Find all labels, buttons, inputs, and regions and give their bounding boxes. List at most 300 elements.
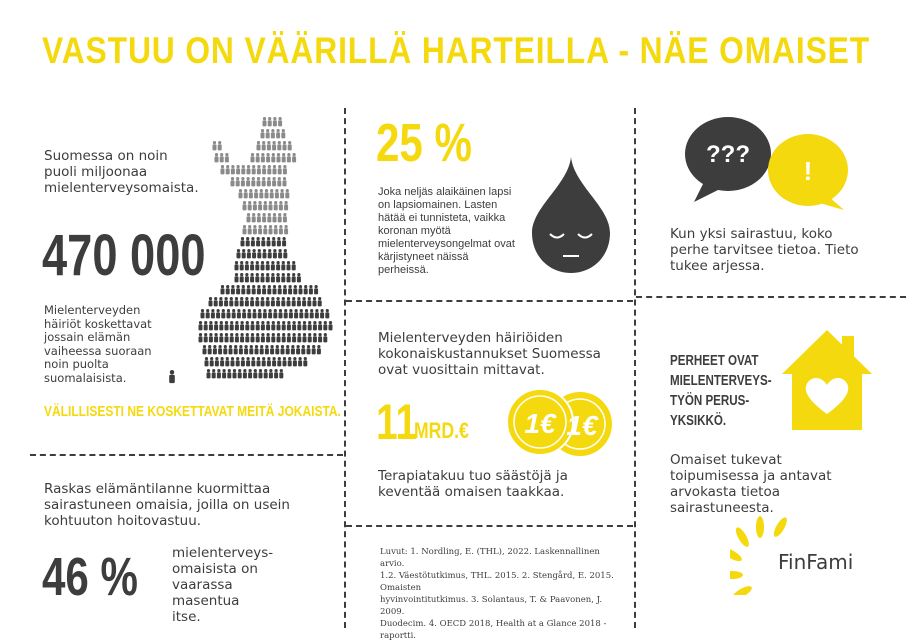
person-icon — [264, 369, 268, 378]
block5-desc: Omaiset tukevat toipumisessa ja antavat arvokasta tietoa sairastuneesta. — [670, 452, 832, 516]
person-icon — [278, 249, 282, 258]
person-icon — [269, 201, 273, 210]
person-icon — [227, 369, 231, 378]
person-icon — [292, 333, 296, 342]
person-icon — [215, 357, 219, 366]
person-icon — [247, 309, 251, 318]
person-icon — [298, 357, 302, 366]
person-icon — [297, 333, 301, 342]
person-icon — [240, 297, 244, 306]
person-icon — [257, 285, 261, 294]
person-icon — [279, 369, 283, 378]
person-icon — [240, 273, 244, 282]
person-icon — [276, 297, 280, 306]
person-icon — [231, 177, 235, 186]
person-icon — [287, 321, 291, 330]
person-icon — [277, 357, 281, 366]
person-icon — [308, 321, 312, 330]
person-icon — [251, 357, 255, 366]
person-icon — [255, 297, 259, 306]
person-icon — [246, 177, 250, 186]
person-icon — [214, 333, 218, 342]
block5-heading: PERHEET OVAT MIELENTERVEYS-TYÖN PERUS-YKSIKKÖ. — [670, 353, 772, 429]
person-icon — [244, 189, 248, 198]
person-icon — [203, 345, 207, 354]
reference-line: Luvut: 1. Nordling, E. (THL), 2022. Laskennallinen arvio. — [380, 547, 600, 569]
person-icon — [266, 333, 270, 342]
person-icon — [266, 153, 270, 162]
person-icon — [257, 357, 261, 366]
block4-desc: Terapiatakuu tuo säästöjä ja keventää omaisen taakkaa. — [378, 468, 568, 500]
person-icon — [277, 333, 281, 342]
person-icon — [213, 141, 217, 150]
person-icon — [242, 309, 246, 318]
person-icon — [241, 285, 245, 294]
divider — [344, 108, 346, 628]
person-icon — [219, 297, 223, 306]
person-icon — [250, 273, 254, 282]
person-icon — [261, 333, 265, 342]
reference-line: 1.2. Väestötutkimus, THL. 2015. 2. Stengård, E. 2015. Omaisten — [380, 571, 614, 593]
person-icon — [266, 321, 270, 330]
person-icon — [241, 237, 245, 246]
block6-stat: 46 % — [42, 547, 139, 607]
person-icon — [267, 213, 271, 222]
person-icon — [276, 129, 280, 138]
person-icon — [270, 189, 274, 198]
person-icon — [237, 249, 241, 258]
person-icon — [236, 165, 240, 174]
person-icon — [266, 297, 270, 306]
person-icon — [283, 357, 287, 366]
person-icon — [230, 321, 234, 330]
person-icon — [225, 333, 229, 342]
person-icon — [275, 189, 279, 198]
person-icon — [274, 369, 278, 378]
person-icon — [252, 249, 256, 258]
person-icon — [229, 297, 233, 306]
divider — [634, 108, 636, 628]
person-icon — [268, 117, 272, 126]
person-icon — [255, 261, 259, 270]
person-icon — [218, 345, 222, 354]
person-icon — [262, 357, 266, 366]
person-icon — [274, 201, 278, 210]
person-icon — [318, 321, 322, 330]
person-icon — [262, 213, 266, 222]
person-icon — [272, 177, 276, 186]
person-icon — [283, 165, 287, 174]
person-icon — [271, 297, 275, 306]
person-icon — [268, 309, 272, 318]
person-icon — [221, 285, 225, 294]
person-icon — [256, 237, 260, 246]
bubble-exclaim: ! — [803, 156, 813, 186]
coin1-label: 1€ — [524, 408, 556, 439]
person-icon — [287, 273, 291, 282]
person-icon — [292, 273, 296, 282]
person-icon — [260, 345, 264, 354]
person-icon — [238, 369, 242, 378]
person-icon — [282, 321, 286, 330]
person-icon — [287, 153, 291, 162]
person-icon — [299, 309, 303, 318]
person-icon — [320, 309, 324, 318]
person-icon — [223, 345, 227, 354]
person-icon — [252, 213, 256, 222]
person-icon — [267, 141, 271, 150]
person-icon — [266, 273, 270, 282]
person-icon — [292, 297, 296, 306]
person-icon — [237, 309, 241, 318]
person-icon — [278, 213, 282, 222]
person-icon — [279, 225, 283, 234]
person-icon — [258, 309, 262, 318]
person-icon — [262, 141, 266, 150]
person-icon — [262, 165, 266, 174]
person-icon — [236, 285, 240, 294]
person-icon — [309, 285, 313, 294]
person-icon — [292, 321, 296, 330]
person-icon — [246, 357, 250, 366]
person-icon — [263, 117, 267, 126]
person-icon — [247, 285, 251, 294]
person-icon — [252, 285, 256, 294]
person-icon — [225, 153, 229, 162]
person-icon — [278, 117, 282, 126]
person-icon — [247, 165, 251, 174]
person-icon — [250, 261, 254, 270]
person-icon — [231, 165, 235, 174]
person-icon — [296, 345, 300, 354]
person-icon — [214, 297, 218, 306]
person-icon — [245, 333, 249, 342]
person-icon — [313, 297, 317, 306]
person-icon — [259, 189, 263, 198]
person-icon — [271, 333, 275, 342]
person-icon — [273, 213, 277, 222]
person-icon — [287, 297, 291, 306]
person-icon — [318, 297, 322, 306]
person-icon — [204, 321, 208, 330]
person-icon — [216, 309, 220, 318]
person-icon — [271, 261, 275, 270]
person-icon — [256, 153, 260, 162]
person-icon — [244, 345, 248, 354]
person-icon — [277, 141, 281, 150]
person-icon — [257, 249, 261, 258]
person-icon — [255, 273, 259, 282]
person-icon — [299, 285, 303, 294]
person-icon — [312, 345, 316, 354]
person-icon — [307, 345, 311, 354]
person-icon — [272, 141, 276, 150]
person-icon — [212, 369, 216, 378]
person-icon — [329, 321, 333, 330]
person-icon — [277, 153, 281, 162]
person-icon — [236, 177, 240, 186]
person-icon — [235, 273, 239, 282]
person-icon — [257, 165, 261, 174]
person-icon — [268, 249, 272, 258]
person-icon — [282, 333, 286, 342]
person-icon — [323, 321, 327, 330]
person-icon — [303, 357, 307, 366]
person-icon — [272, 357, 276, 366]
block2-desc: Joka neljäs alaikäinen lapsi on lapsiomainen. Lasten hätää ei tunnisteta, vaikka koronan myötä mielenterveysongelmat ovat kärjistyneet näissä perheissä. — [378, 186, 515, 276]
person-icon — [267, 357, 271, 366]
person-icon — [275, 345, 279, 354]
person-icon — [255, 345, 259, 354]
block4-stat-unit: MRD.€ — [414, 418, 469, 443]
person-icon — [234, 345, 238, 354]
person-icon — [201, 309, 205, 318]
person-icon — [261, 297, 265, 306]
person-icon — [288, 357, 292, 366]
divider — [30, 454, 343, 456]
person-icon — [280, 189, 284, 198]
person-icon — [247, 213, 251, 222]
person-icon — [269, 225, 273, 234]
person-icon — [281, 297, 285, 306]
person-icon — [281, 345, 285, 354]
person-icon — [292, 153, 296, 162]
person-icon — [241, 165, 245, 174]
person-icon — [261, 273, 265, 282]
divider — [636, 296, 906, 298]
person-icon — [210, 357, 214, 366]
person-icon — [271, 153, 275, 162]
person-icon — [248, 225, 252, 234]
person-icon — [249, 345, 253, 354]
person-icon — [273, 249, 277, 258]
person-icon — [305, 309, 309, 318]
person-icon — [261, 261, 265, 270]
block1-stat: 470 000 — [42, 223, 206, 288]
person-icon — [224, 297, 228, 306]
person-icon — [270, 345, 274, 354]
person-icon — [245, 321, 249, 330]
person-icon — [253, 369, 257, 378]
person-icon — [257, 141, 261, 150]
block2-stat: 25 % — [376, 113, 473, 173]
person-icon — [273, 165, 277, 174]
person-icon — [278, 285, 282, 294]
person-icon — [265, 345, 269, 354]
person-icon — [235, 261, 239, 270]
person-icon — [243, 225, 247, 234]
person-icon — [205, 357, 209, 366]
person-icon — [218, 141, 222, 150]
person-icon — [213, 345, 217, 354]
person-icon — [279, 201, 283, 210]
references — [380, 546, 620, 642]
person-icon — [279, 309, 283, 318]
person-icon — [263, 201, 267, 210]
person-icon — [207, 369, 211, 378]
person-icon — [235, 297, 239, 306]
person-icon — [251, 321, 255, 330]
person-icon — [251, 237, 255, 246]
person-icon — [282, 237, 286, 246]
person-icon — [266, 261, 270, 270]
person-icon — [271, 321, 275, 330]
person-icon — [304, 285, 308, 294]
person-icon — [265, 189, 269, 198]
person-icon — [199, 321, 203, 330]
person-icon — [277, 177, 281, 186]
person-icon — [245, 261, 249, 270]
person-icon — [258, 201, 262, 210]
person-icon — [315, 309, 319, 318]
house-heart-icon — [778, 326, 876, 436]
person-icon — [287, 261, 291, 270]
person-icon — [253, 309, 257, 318]
person-icon — [243, 201, 247, 210]
divider — [346, 525, 633, 527]
person-icon — [259, 369, 263, 378]
person-icon — [287, 333, 291, 342]
person-icon — [297, 297, 301, 306]
person-icon — [219, 321, 223, 330]
person-icon — [240, 321, 244, 330]
person-icon — [269, 369, 273, 378]
person-icon — [257, 177, 261, 186]
block1-highlight: VÄLILLISESTI NE KOSKETTAVAT MEITÄ JOKAISTA. — [44, 403, 341, 420]
person-icon — [233, 369, 237, 378]
person-icon — [281, 129, 285, 138]
block1-intro: Suomessa on noin puoli miljoonaa mielenterveysomaista. — [44, 148, 199, 196]
person-icon — [245, 297, 249, 306]
person-icon — [323, 333, 327, 342]
person-icon — [317, 345, 321, 354]
person-icon — [278, 165, 282, 174]
person-icon — [227, 309, 231, 318]
person-icon — [219, 333, 223, 342]
person-icon — [281, 261, 285, 270]
person-icon — [294, 309, 298, 318]
person-icon — [276, 273, 280, 282]
person-icon — [256, 321, 260, 330]
person-icon — [226, 165, 230, 174]
person-icon — [313, 333, 317, 342]
person-icon — [282, 153, 286, 162]
speech-bubbles-icon — [676, 112, 856, 212]
person-icon — [240, 261, 244, 270]
block6-intro: Raskas elämäntilanne kuormittaa sairastuneen omaisia, joilla on usein kohtuuton hoitovastuu. — [44, 481, 290, 529]
person-icon — [263, 249, 267, 258]
person-icon — [310, 309, 314, 318]
person-icon — [292, 261, 296, 270]
person-icon — [249, 189, 253, 198]
person-icon — [302, 297, 306, 306]
person-icon — [240, 333, 244, 342]
block6-desc: mielenterveys-omaisista on vaarassa masentua itse. — [172, 545, 274, 625]
person-icon — [303, 333, 307, 342]
person-icon — [288, 141, 292, 150]
person-icon — [314, 285, 318, 294]
person-icon — [217, 369, 221, 378]
person-icon — [277, 237, 281, 246]
person-icon — [235, 333, 239, 342]
person-icon — [271, 129, 275, 138]
person-icon — [211, 309, 215, 318]
person-icon — [231, 357, 235, 366]
person-icon — [209, 333, 213, 342]
person-icon — [307, 297, 311, 306]
person-icon — [293, 285, 297, 294]
person-icon — [283, 249, 287, 258]
person-icon — [267, 237, 271, 246]
person-icon — [274, 225, 278, 234]
person-icon — [297, 321, 301, 330]
coin2-label: 1€ — [566, 410, 598, 441]
person-icon — [252, 165, 256, 174]
person-icon — [220, 153, 224, 162]
person-icon — [267, 285, 271, 294]
person-icon — [318, 333, 322, 342]
person-icon — [258, 225, 262, 234]
reference-line: Duodecim. 4. OECD 2018, Health at a Glance 2018 -raportti. — [380, 619, 607, 641]
person-icon — [283, 213, 287, 222]
person-icon — [235, 321, 239, 330]
person-icon — [273, 117, 277, 126]
person-icon — [261, 129, 265, 138]
person-icon — [236, 357, 240, 366]
person-icon — [289, 309, 293, 318]
person-icon — [262, 285, 266, 294]
person-icon — [256, 333, 260, 342]
divider — [346, 300, 633, 302]
person-icon — [267, 165, 271, 174]
person-icon — [243, 369, 247, 378]
person-icon — [215, 153, 219, 162]
person-icon — [284, 309, 288, 318]
person-icon — [266, 129, 270, 138]
block4-stat-number: 11 — [376, 394, 418, 450]
finfami-logo-text: FinFami — [778, 550, 854, 574]
person-icon — [301, 345, 305, 354]
tear-drop-icon — [528, 155, 614, 275]
person-icon — [245, 273, 249, 282]
person-icon — [263, 309, 267, 318]
person-icon — [283, 141, 287, 150]
person-icon — [209, 297, 213, 306]
person-icon — [225, 321, 229, 330]
person-icon — [229, 345, 233, 354]
person-icon — [284, 225, 288, 234]
person-icon — [273, 285, 277, 294]
person-icon — [308, 333, 312, 342]
person-icon — [291, 345, 295, 354]
person-icon — [251, 153, 255, 162]
page-title: VASTUU ON VÄÄRILLÄ HARTEILLA - NÄE OMAISET — [42, 30, 871, 71]
person-icon — [209, 321, 213, 330]
person-icon — [251, 177, 255, 186]
person-icon — [206, 309, 210, 318]
person-icon — [222, 369, 226, 378]
person-icon — [248, 369, 252, 378]
bubble-question: ??? — [706, 141, 750, 168]
person-icon — [208, 345, 212, 354]
person-icon — [281, 273, 285, 282]
person-icon — [261, 237, 265, 246]
person-icon — [325, 309, 329, 318]
person-icon — [242, 249, 246, 258]
person-icon — [261, 153, 265, 162]
person-icon — [276, 261, 280, 270]
person-icon — [253, 201, 257, 210]
